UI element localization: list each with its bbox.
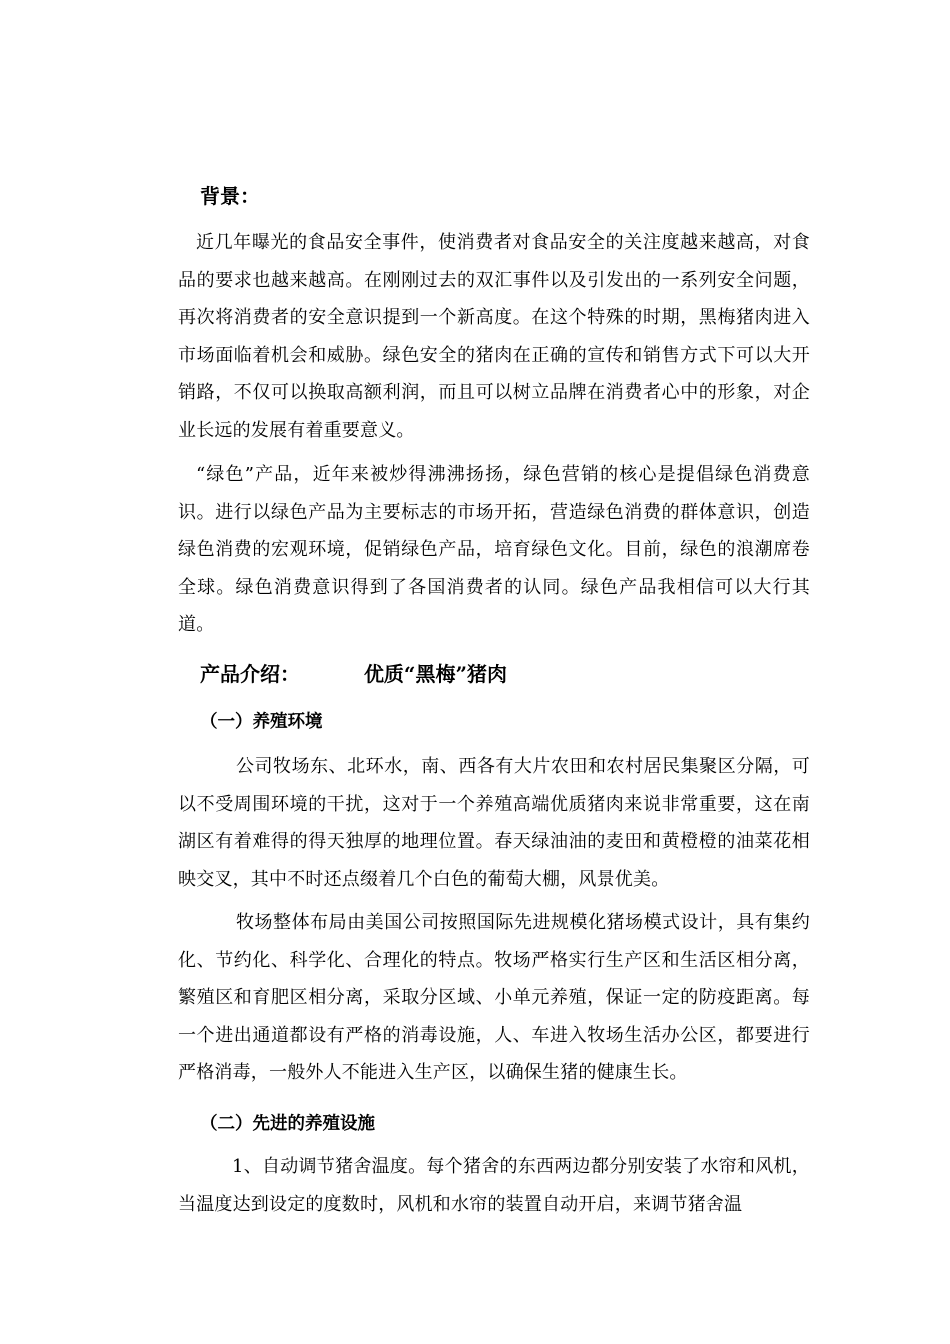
- background-heading: 背景：: [200, 184, 260, 208]
- background-paragraph-2: “绿色”产品，近年来被炒得沸沸扬扬，绿色营销的核心是提倡绿色消费意识。进行以绿色产品为主要标志的市场开拓，营造绿色消费的群体意识，创造绿色消费的宏观环境，促销绿色产品，培育绿色文化。目前，绿色的浪潮席卷全球。绿色消费意识得到了各国消费者的认同。绿色产品我相信可以大行其道。: [178, 464, 810, 635]
- section-1-paragraph-1: 公司牧场东、北环水，南、西各有大片农田和农村居民集聚区分隔，可以不受周围环境的干扰，这对于一个养殖高端优质猪肉来说非常重要，这在南湖区有着难得的得天独厚的地理位置。春天绿油油的麦田和黄橙橙的油菜花相映交叉，其中不时还点缀着几个白色的葡萄大棚，风景优美。: [178, 756, 810, 890]
- section-2-heading: （二）先进的养殖设施: [200, 1114, 375, 1134]
- product-heading: [200, 660, 507, 688]
- background-paragraph-1: 近几年曝光的食品安全事件，使消费者对食品安全的关注度越来越高，对食品的要求也越来越高。在刚刚过去的双汇事件以及引发出的一系列安全问题，再次将消费者的安全意识提到一个新高度。在这个特殊的时期，黑梅猪肉进入市场面临着机会和威胁。绿色安全的猪肉在正确的宣传和销售方式下可以大开销路，不仅可以换取高额利润，而且可以树立品牌在消费者心中的形象，对企业长远的发展有着重要意义。: [178, 232, 810, 441]
- section-1-paragraph-2: 牧场整体布局由美国公司按照国际先进规模化猪场模式设计，具有集约化、节约化、科学化、合理化的特点。牧场严格实行生产区和生活区相分离，繁殖区和育肥区相分离，采取分区域、小单元养殖，保证一定的防疫距离。每一个进出通道都设有严格的消毒设施，人、车进入牧场生活办公区，都要进行严格消毒，一般外人不能进入生产区，以确保生猪的健康生长。: [178, 912, 810, 1083]
- product-heading-label: 产品介绍：: [200, 662, 300, 686]
- section-1-heading: （一）养殖环境: [200, 712, 323, 732]
- section-2-paragraph-1: 1、自动调节猪舍温度。每个猪舍的东西两边都分别安装了水帘和风机，当温度达到设定的度数时，风机和水帘的装置自动开启，来调节猪舍温: [178, 1156, 810, 1215]
- product-heading-value: 优质“黑梅”猪肉: [363, 662, 507, 686]
